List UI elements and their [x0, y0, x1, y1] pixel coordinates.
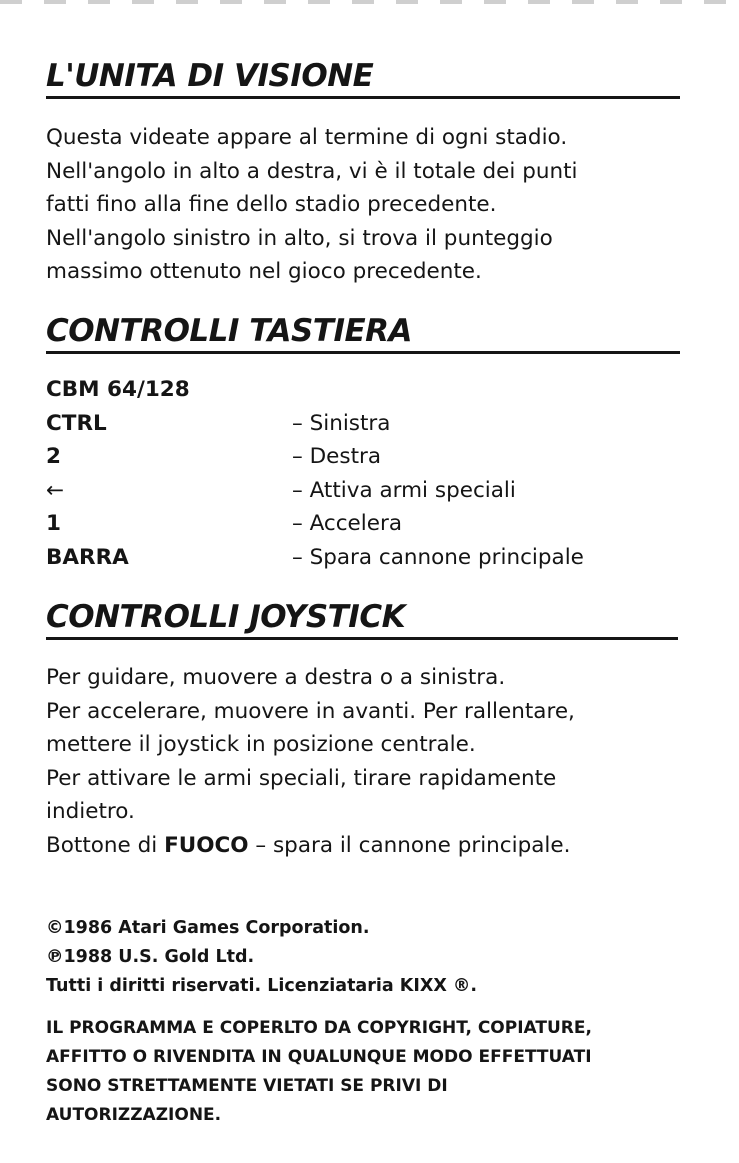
- system-label: CBM 64/128: [46, 377, 190, 402]
- fire-key: FUOCO: [164, 832, 249, 858]
- text-line: Questa videate appare al termine di ogni stadio.: [46, 125, 568, 150]
- paragraph-visione: [46, 121, 578, 289]
- key-name: CTRL: [46, 410, 107, 436]
- keyboard-controls-table: [46, 373, 686, 574]
- text-line: Nell'angolo in alto a destra, vi è il totale dei punti: [46, 158, 578, 184]
- key-action: – Destra: [292, 444, 382, 470]
- notice-line: SONO STRETTAMENTE VIETATI SE PRIVI DI: [46, 1076, 448, 1096]
- key-action: – Spara cannone principale: [292, 544, 584, 570]
- page-top-edge: [0, 0, 739, 4]
- rights-line: Tutti i diritti riservati. Licenziataria KIXX ®.: [46, 976, 478, 996]
- text-line: fatti fino alla fine dello stadio precedente.: [46, 192, 497, 217]
- key-action: – Attiva armi speciali: [292, 477, 516, 503]
- key-row: [46, 440, 686, 474]
- key-name: 1: [46, 511, 61, 537]
- text-line: indietro.: [46, 799, 135, 824]
- notice-line: AFFITTO O RIVENDITA IN QUALUNQUE MODO EFFETTUATI: [46, 1047, 592, 1067]
- copyright-notice: [46, 1014, 592, 1130]
- key-name: ←: [46, 477, 65, 503]
- key-row: [46, 507, 686, 541]
- text-line: mettere il joystick in posizione centrale.: [46, 732, 476, 757]
- heading-controlli-joystick: CONTROLLI JOYSTICK: [46, 599, 678, 640]
- key-row: [46, 541, 686, 575]
- copyright-block: [46, 914, 477, 1001]
- text-line: Per attivare le armi speciali, tirare rapidamente: [46, 765, 557, 791]
- notice-line: IL PROGRAMMA E COPERLTO DA COPYRIGHT, COPIATURE,: [46, 1018, 592, 1038]
- notice-line: AUTORIZZAZIONE.: [46, 1105, 222, 1125]
- text-line: Per accelerare, muovere in avanti. Per rallentare,: [46, 698, 575, 724]
- heading-controlli-tastiera: CONTROLLI TASTIERA: [46, 313, 680, 354]
- key-row: [46, 407, 686, 441]
- fire-suffix: – spara il cannone principale.: [248, 832, 571, 858]
- key-row: [46, 474, 686, 508]
- fire-button-line: [46, 829, 575, 863]
- key-name: 2: [46, 444, 61, 470]
- fire-prefix: Bottone di: [46, 832, 165, 858]
- key-action: – Sinistra: [292, 410, 391, 436]
- paragraph-joystick: [46, 661, 575, 862]
- heading-unita-di-visione: L'UNITA DI VISIONE: [46, 58, 680, 99]
- key-action: – Accelera: [292, 511, 402, 537]
- text-line: Per guidare, muovere a destra o a sinistra.: [46, 665, 506, 690]
- copyright-usgold: ℗1988 U.S. Gold Ltd.: [46, 947, 255, 967]
- text-line: massimo ottenuto nel gioco precedente.: [46, 259, 482, 284]
- text-line: Nell'angolo sinistro in alto, si trova il punteggio: [46, 225, 553, 251]
- copyright-atari: ©1986 Atari Games Corporation.: [46, 918, 370, 938]
- key-name: BARRA: [46, 544, 129, 570]
